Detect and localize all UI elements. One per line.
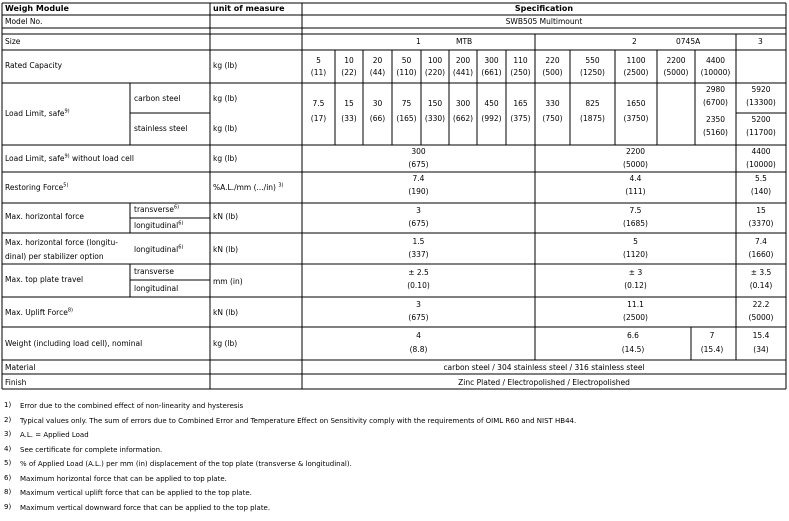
load-limit-stainless-4400-metric: 5200 [751,115,771,124]
rated-capacity-1-metric: 10 [344,56,354,65]
max-top-plate-travel-g3-imperial: (0.14) [749,281,773,290]
weight-g3-metric: 15.4 [752,331,770,340]
restoring-force-g2-metric: 4.4 [629,174,642,183]
footnote-text: See certificate for complete information. [20,445,163,454]
restoring-force-g3-metric: 5.5 [755,174,767,183]
rated-capacity-4-metric: 100 [427,56,443,65]
footnote-text: Error due to the combined effect of non-linearity and hysteresis [20,402,244,410]
rated-capacity-label: Rated Capacity [5,61,63,70]
footnote-text: A.L. = Applied Load [20,431,89,439]
load-limit-no-cell-g3-imperial: (10000) [746,160,776,169]
max-horizontal-stab-g1-imperial: (337) [408,250,429,259]
rated-capacity-5-imperial: (441) [452,68,474,77]
rated-capacity-6-metric: 300 [484,56,499,65]
max-horizontal-stab-g1-metric: 1.5 [412,237,425,246]
footnote-number: 2) [4,415,12,424]
rated-capacity-unit: kg (lb) [213,61,238,70]
footnote-text: Maximum vertical uplift force that can be applied to the top plate. [20,489,252,497]
weight-label: Weight (including load cell), nominal [5,339,143,348]
rated-capacity-3-metric: 50 [401,56,412,65]
restoring-force-g2-imperial: (111) [625,187,646,196]
max-horizontal-force-g1-imperial: (675) [408,219,429,228]
rated-capacity-9-metric: 550 [585,56,600,65]
footnote-text: % of Applied Load (A.L.) per mm (in) displacement of the top plate (transverse & longitudinal). [20,460,352,468]
load-limit-0-metric: 7.5 [312,99,325,108]
load-limit-no-cell-unit: kg (lb) [213,154,238,163]
load-limit-carbon-2200-metric: 2980 [705,85,726,94]
size-1-name: MTB [456,37,473,46]
load-limit-7-metric: 165 [513,99,528,108]
load-limit-stainless-unit: kg (lb) [213,124,238,133]
footnote-text: Maximum horizontal force that can be applied to top plate. [20,474,227,483]
load-limit-stainless-4400-imperial: (11700) [746,128,776,137]
load-limit-5-metric: 300 [455,99,471,108]
load-limit-9-metric: 825 [585,99,600,108]
max-horizontal-transverse: transverse$^{6)}$ [134,204,180,214]
load-limit-3-imperial: (165) [396,114,417,123]
max-horizontal-force-g2-metric: 7.5 [629,206,642,215]
rated-capacity-3-imperial: (110) [396,68,417,77]
load-limit-1-metric: 15 [344,99,354,108]
rated-capacity-10-imperial: (2500) [623,68,649,77]
rated-capacity-2-metric: 20 [372,56,383,65]
header-specification: Specification [514,4,574,13]
max-horizontal-force-g2-imperial: (1685) [623,219,648,228]
max-horizontal-stab-sub: longitudinal$^{6)}$ [134,244,184,254]
footnote-number: 8) [4,488,12,496]
size-1: 1 [416,37,421,46]
rated-capacity-10-metric: 1100 [626,56,646,65]
load-limit-0-imperial: (17) [310,114,327,123]
weight-g3-imperial: (34) [753,345,769,354]
footnote-number: 3) [4,430,12,438]
load-limit-no-cell-g2-imperial: (5000) [623,160,648,169]
load-limit-label: Load Limit, safe$^{9)}$ [5,108,70,118]
load-limit-no-cell-g2-metric: 2200 [625,147,646,156]
footnote-text: Maximum vertical downward force that can be applied to the top plate. [20,503,271,512]
load-limit-3-metric: 75 [401,99,412,108]
max-top-plate-longitudinal: longitudinal [134,284,179,293]
max-top-plate-transverse: transverse [134,267,174,276]
max-uplift-g1-imperial: (675) [408,313,429,322]
material-value: carbon steel / 304 stainless steel / 316 stainless steel [443,363,645,372]
rated-capacity-5-metric: 200 [455,56,471,65]
restoring-force-g1-metric: 7.4 [412,174,425,183]
load-limit-4-metric: 150 [427,99,443,108]
max-horizontal-stab-g3-imperial: (1660) [748,250,774,259]
max-horizontal-stab-g2-metric: 5 [633,237,638,246]
load-limit-no-cell-g3-metric: 4400 [751,147,771,156]
load-limit-no-cell-g1-metric: 300 [411,147,426,156]
max-uplift-g1-metric: 3 [416,300,421,309]
size-label: Size [5,37,21,46]
max-horizontal-stab-unit: kN (lb) [213,245,239,254]
max-top-plate-travel-g1-imperial: (0.10) [407,281,430,290]
load-limit-2-imperial: (66) [369,114,386,123]
header-unit-of-measure: unit of measure [213,4,285,13]
load-limit-10-metric: 1650 [626,99,646,108]
max-top-plate-travel-g3-metric: ± 3.5 [750,268,772,277]
rated-capacity-0-imperial: (11) [310,68,327,77]
max-horizontal-stab-g2-imperial: (1120) [623,250,648,259]
rated-capacity-4-imperial: (220) [424,68,446,77]
rated-capacity-2-imperial: (44) [369,68,386,77]
footnote-number: 5) [4,459,12,467]
finish-label: Finish [5,378,27,387]
weight-g1-metric: 4 [416,331,421,340]
rated-capacity-11-metric: 2200 [666,56,686,65]
size-3: 3 [758,37,763,46]
load-limit-10-imperial: (3750) [623,114,649,123]
restoring-force-g1-imperial: (190) [408,187,429,196]
max-top-plate-travel-g1-metric: ± 2.5 [408,268,429,277]
weight-unit: kg (lb) [213,339,238,348]
rated-capacity-0-metric: 5 [316,56,321,65]
load-limit-5-imperial: (662) [452,114,474,123]
rated-capacity-7-metric: 110 [513,56,528,65]
load-limit-no-cell-g1-imperial: (675) [408,160,429,169]
load-limit-1-imperial: (33) [341,114,357,123]
load-limit-stainless-label: stainless steel [134,124,188,133]
max-top-plate-travel-label: Max. top plate travel [5,275,84,284]
max-horizontal-force-label: Max. horizontal force [5,212,84,221]
max-top-plate-travel-g2-metric: ± 3 [628,268,643,277]
load-limit-carbon-4400-metric: 5920 [751,85,771,94]
load-limit-carbon-2200-imperial: (6700) [703,98,728,107]
max-uplift-unit: kN (lb) [213,308,239,317]
footnote-number: 6) [4,473,12,482]
max-uplift-label: Max. Uplift Force$^{8)}$ [5,307,73,317]
weight-g1-imperial: (8.8) [409,345,428,354]
load-limit-9-imperial: (1875) [580,114,605,123]
rated-capacity-7-imperial: (250) [510,68,531,77]
size-2: 2 [632,37,637,46]
max-horizontal-force-g3-metric: 15 [756,206,766,215]
load-limit-4-imperial: (330) [424,114,446,123]
rated-capacity-11-imperial: (5000) [663,68,689,77]
load-limit-7-imperial: (375) [510,114,531,123]
weight-g2a-metric: 6.6 [627,331,639,340]
max-horizontal-force-g3-imperial: (3370) [748,219,774,228]
restoring-force-g3-imperial: (140) [750,187,772,196]
rated-capacity-8-imperial: (500) [542,68,563,77]
load-limit-6-metric: 450 [484,99,499,108]
load-limit-2-metric: 30 [372,99,383,108]
rated-capacity-12-imperial: (10000) [700,68,731,77]
max-uplift-g3-imperial: (5000) [748,313,774,322]
load-limit-carbon-unit: kg (lb) [213,94,238,103]
weight-g2b-metric: 7 [709,331,715,340]
max-horizontal-longitudinal: longitudinal$^{6)}$ [134,220,184,230]
footnote-number: 9) [4,502,12,511]
rated-capacity-6-imperial: (661) [481,68,502,77]
max-horizontal-force-unit: kN (lb) [213,212,239,221]
load-limit-carbon-4400-imperial: (13300) [746,98,776,107]
rated-capacity-12-metric: 4400 [705,56,726,65]
footnote-text: Typical values only. The sum of errors due to Combined Error and Temperature Effect on Sensitivity comply with the requirements of OIML R60 and NIST HB44. [20,416,577,425]
model-no-label: Model No. [5,17,43,26]
load-limit-8-imperial: (750) [542,114,563,123]
rated-capacity-8-metric: 220 [545,56,560,65]
material-label: Material [5,363,36,372]
load-limit-no-cell-label: Load Limit, safe$^{9)}$ without load cell [5,153,134,163]
header-weigh-module: Weigh Module [5,4,69,13]
max-horizontal-stab-g3-metric: 7.4 [755,237,767,246]
restoring-force-unit: %A.L./mm (.../in) $^{3)}$ [213,182,284,192]
model-no-value: SWB505 Multimount [505,17,583,26]
load-limit-6-imperial: (992) [481,114,502,123]
footnote-number: 1) [4,401,12,409]
max-horizontal-stab-label-1: Max. horizontal force (longitu- [5,238,118,247]
restoring-force-label: Restoring Force$^{5)}$ [5,182,69,192]
weight-g2a-imperial: (14.5) [621,345,645,354]
rated-capacity-1-imperial: (22) [341,68,357,77]
load-limit-8-metric: 330 [545,99,560,108]
finish-value: Zinc Plated / Electropolished / Electropolished [458,378,630,387]
load-limit-carbon-label: carbon steel [134,94,181,103]
rated-capacity-9-imperial: (1250) [580,68,605,77]
footnote-number: 4) [4,444,12,453]
size-2-name: 0745A [676,37,701,46]
max-uplift-g3-metric: 22.2 [752,300,770,309]
max-top-plate-unit: mm (in) [213,277,243,286]
max-horizontal-stab-label-2: dinal) per stabilizer option [5,252,104,261]
max-horizontal-force-g1-metric: 3 [416,206,421,215]
load-limit-stainless-2200-metric: 2350 [705,115,726,124]
weight-g2b-imperial: (15.4) [700,345,724,354]
load-limit-stainless-2200-imperial: (5160) [703,128,728,137]
max-uplift-g2-imperial: (2500) [623,313,648,322]
max-uplift-g2-metric: 11.1 [627,300,644,309]
max-top-plate-travel-g2-imperial: (0.12) [624,281,647,290]
